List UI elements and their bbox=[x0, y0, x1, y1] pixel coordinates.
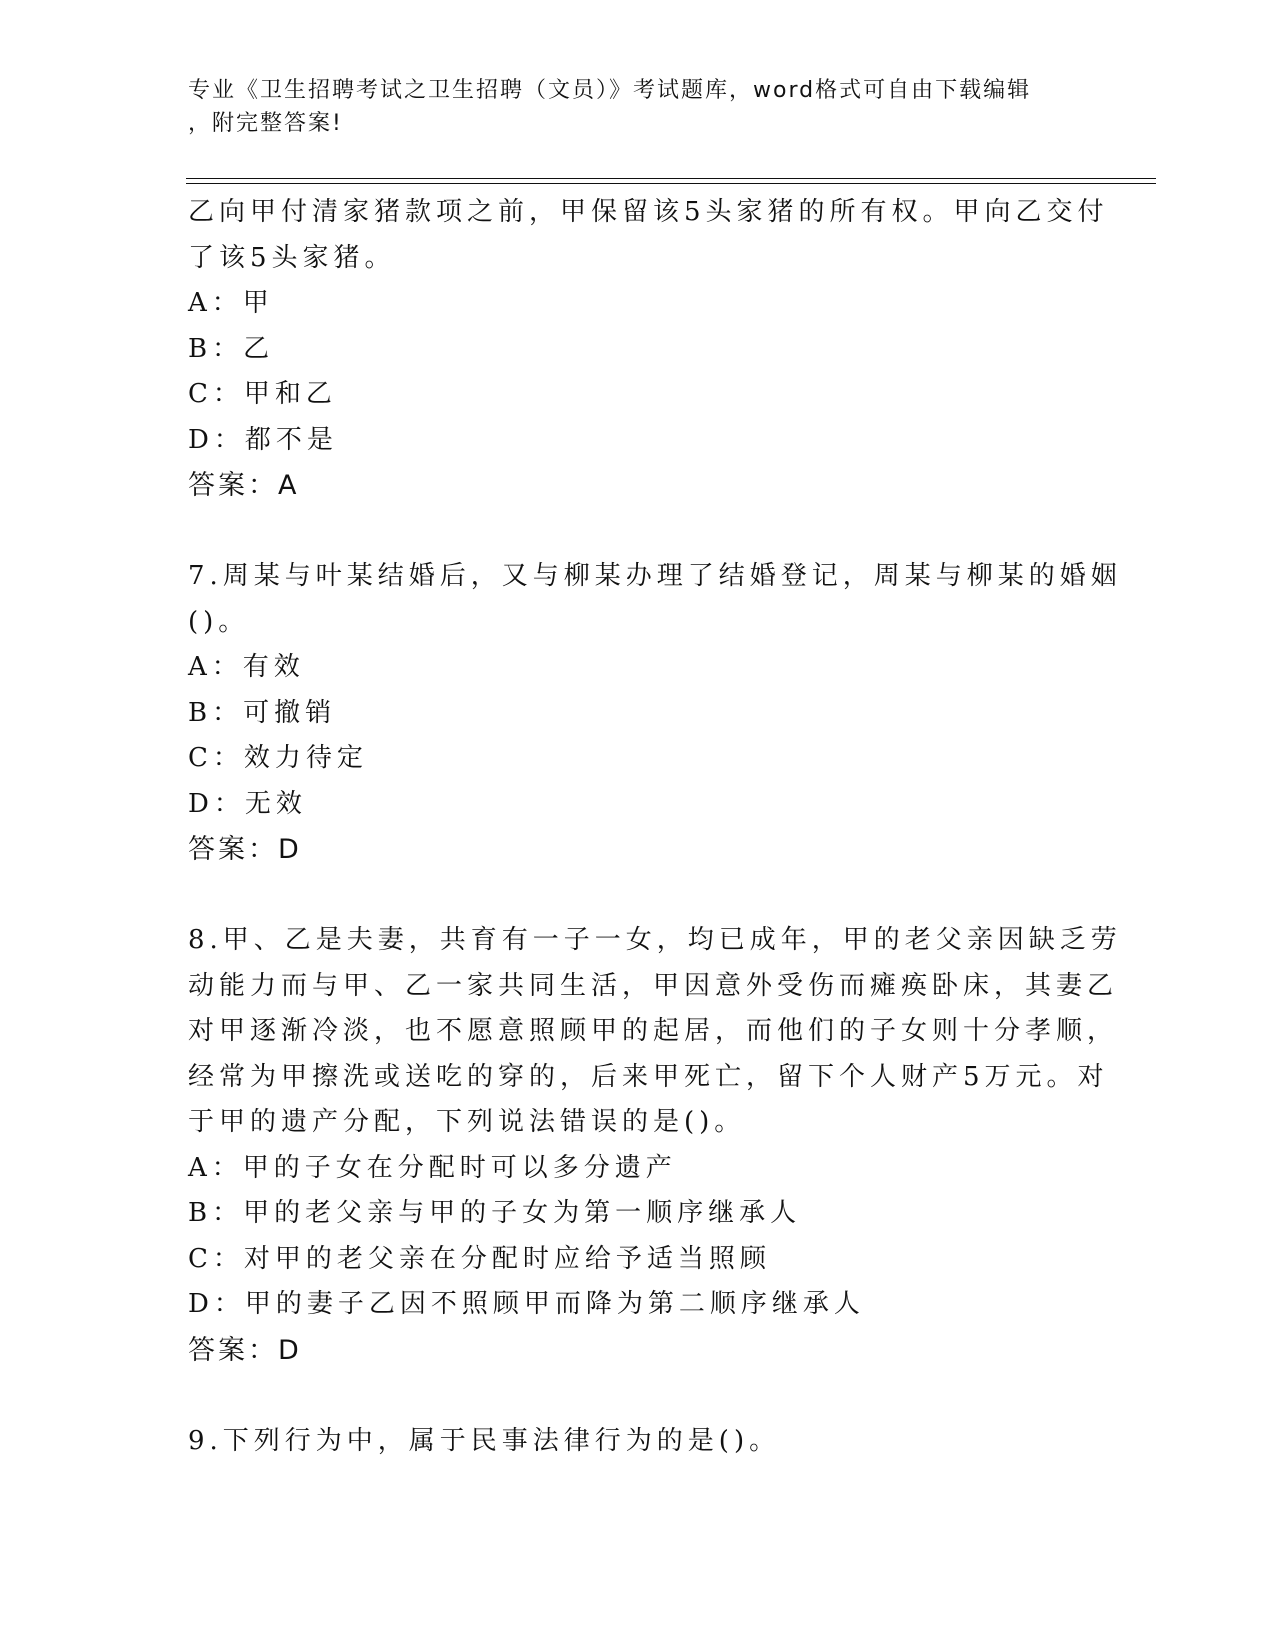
question-stem-line: 对甲逐渐冷淡，也不愿意照顾甲的起居，而他们的子女则十分孝顺， bbox=[188, 1016, 1119, 1046]
question-9 bbox=[188, 1419, 1068, 1465]
header-title-line-2: ，附完整答案! bbox=[188, 111, 343, 136]
header-title-line-1: 专业《卫生招聘考试之卫生招聘（文员）》考试题库，word格式可自由下载编辑 bbox=[188, 78, 1032, 103]
option-d: D：无效 bbox=[188, 788, 307, 819]
question-7 bbox=[188, 554, 1122, 873]
question-stem-line: 8.甲、乙是夫妻，共育有一子一女，均已成年，甲的老父亲因缺乏劳 bbox=[188, 925, 1122, 955]
header-divider-top bbox=[186, 178, 1156, 179]
option-b: B：可撤销 bbox=[188, 697, 337, 728]
spacer bbox=[188, 873, 1068, 919]
option-a: A：甲 bbox=[188, 288, 274, 318]
question-stem-line: ()。 bbox=[188, 606, 250, 637]
question-stem-line: 9.下列行为中，属于民事法律行为的是()。 bbox=[188, 1425, 781, 1456]
answer-line: 答案：A bbox=[188, 470, 300, 501]
question-8 bbox=[188, 918, 1122, 1373]
option-c: C：对甲的老父亲在分配时应给予适当照顾 bbox=[188, 1243, 771, 1274]
option-d: D：都不是 bbox=[188, 424, 338, 455]
header-divider-bottom bbox=[186, 183, 1156, 184]
question-stem-line: 动能力而与甲、乙一家共同生活，甲因意外受伤而瘫痪卧床，其妻乙 bbox=[188, 970, 1119, 1001]
document-header bbox=[188, 74, 1068, 140]
question-stem-line: 了该5头家猪。 bbox=[188, 242, 396, 273]
option-a: A：甲的子女在分配时可以多分遗产 bbox=[188, 1152, 677, 1183]
option-c: C：甲和乙 bbox=[188, 379, 337, 409]
question-stem-line: 于甲的遗产分配，下列说法错误的是()。 bbox=[188, 1107, 746, 1137]
answer-line: 答案：D bbox=[188, 1334, 302, 1366]
spacer bbox=[188, 1373, 1068, 1419]
question-6 bbox=[188, 190, 1109, 509]
option-b: B：乙 bbox=[188, 333, 275, 364]
option-c: C：效力待定 bbox=[188, 743, 368, 773]
question-stem-line: 乙向甲付清家猪款项之前，甲保留该5头家猪的所有权。甲向乙交付 bbox=[188, 197, 1109, 227]
spacer bbox=[188, 509, 1068, 555]
answer-line: 答案：D bbox=[188, 834, 302, 865]
option-a: A：有效 bbox=[188, 652, 305, 682]
option-b: B：甲的老父亲与甲的子女为第一顺序继承人 bbox=[188, 1198, 802, 1228]
question-list bbox=[188, 190, 1122, 1464]
option-d: D：甲的妻子乙因不照顾甲而降为第二顺序继承人 bbox=[188, 1289, 865, 1319]
question-stem-line: 经常为甲擦洗或送吃的穿的，后来甲死亡，留下个人财产5万元。对 bbox=[188, 1061, 1109, 1092]
question-stem-line: 7.周某与叶某结婚后，又与柳某办理了结婚登记，周某与柳某的婚姻 bbox=[188, 561, 1122, 591]
